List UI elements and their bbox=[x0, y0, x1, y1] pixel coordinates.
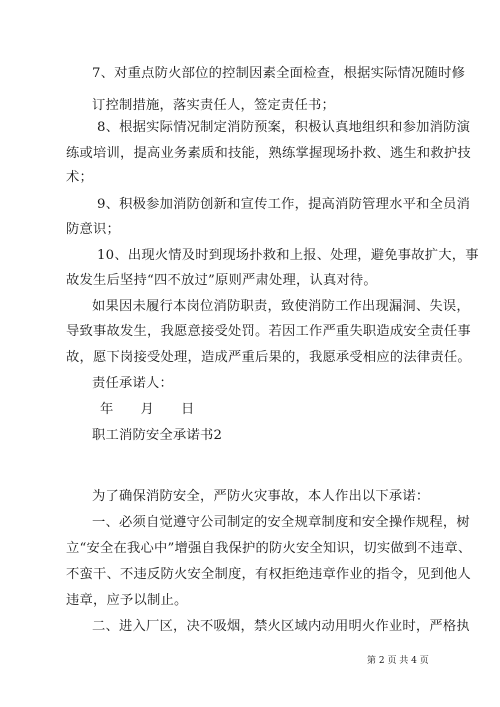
page-number-footer: 第 2 页 共 4 页 bbox=[367, 656, 429, 666]
text-line: 故，愿下岗接受处理，造成严重后果的，我愿承受相应的法律责任。 bbox=[66, 350, 471, 365]
text-line: 为了确保消防安全，严防火灾事故，本人作出以下承诺： bbox=[92, 489, 430, 504]
text-line: 不蛮干、不违反防火安全制度，有权拒绝违章作业的指令，见到他人 bbox=[66, 567, 471, 582]
text-line: 故发生后坚持“四不放过”原则严肃处理，认真对待。 bbox=[66, 273, 377, 288]
text-line: 练或培训，提高业务素质和技能，熟练掌握现场扑救、逃生和救护技 bbox=[66, 146, 471, 161]
date-line: 年 月 日 bbox=[100, 402, 195, 417]
text-line: 8、根据实际情况制定消防预案，积极认真地组织和参加消防演 bbox=[97, 120, 471, 135]
text-line: 术； bbox=[66, 170, 93, 185]
text-line: 如果因未履行本岗位消防职责，致使消防工作出现漏洞、失误， bbox=[92, 299, 470, 314]
text-line: 导致事故发生，我愿意接受处罚。若因工作严重失职造成安全责任事 bbox=[66, 324, 471, 339]
text-line: 违章，应予以制止。 bbox=[66, 593, 188, 608]
signer-label: 责任承诺人： bbox=[92, 376, 173, 391]
text-line: 10、出现火情及时到现场扑救和上报、处理，避免事故扩大，事 bbox=[97, 248, 479, 263]
text-line: 立“安全在我心中”增强自我保护的防火安全知识，切实做到不违章、 bbox=[66, 541, 472, 556]
text-line: 9、积极参加消防创新和宣传工作，提高消防管理水平和全员消 bbox=[97, 197, 471, 212]
text-line: 7、对重点防火部位的控制因素全面检查，根据实际情况随时修 bbox=[92, 66, 466, 81]
text-line: 一、必须自觉遵守公司制定的安全规章制度和安全操作规程，树 bbox=[92, 515, 470, 530]
text-line: 订控制措施，落实责任人，签定责任书； bbox=[92, 98, 335, 113]
text-line: 二、进入厂区，决不吸烟，禁火区域内动用明火作业时，严格执 bbox=[92, 619, 470, 634]
text-line: 防意识； bbox=[66, 222, 120, 237]
section-title: 职工消防安全承诺书2 bbox=[92, 428, 223, 443]
